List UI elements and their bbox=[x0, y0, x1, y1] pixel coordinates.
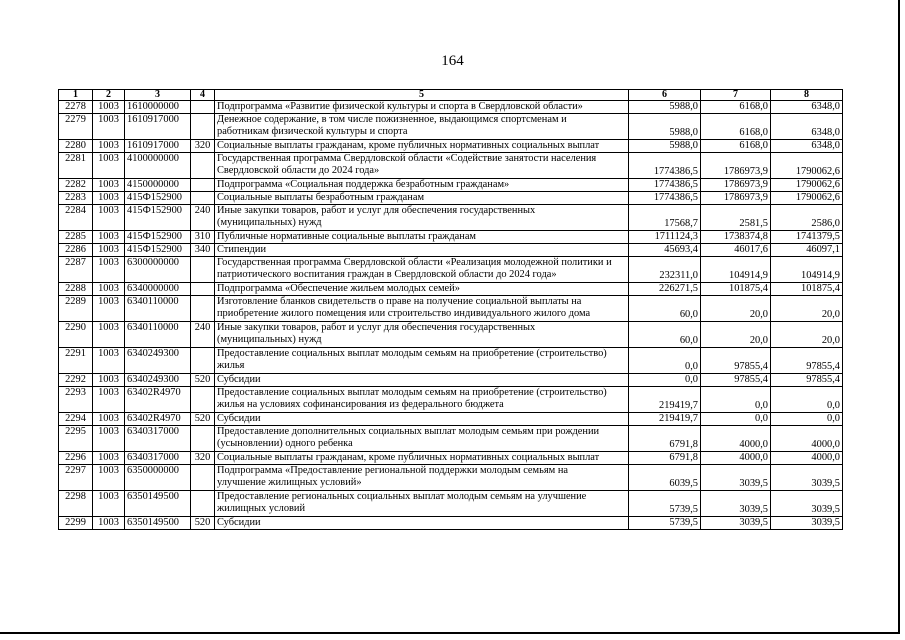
section-code-cell: 1003 bbox=[93, 205, 125, 231]
section-code-cell: 1003 bbox=[93, 179, 125, 192]
table-row bbox=[59, 452, 843, 465]
table-row bbox=[59, 140, 843, 153]
amount-year1-cell: 5988,0 bbox=[629, 140, 701, 153]
target-article-cell: 6340249300 bbox=[125, 374, 191, 387]
amount-year3-cell: 3039,5 bbox=[771, 465, 843, 491]
row-number-cell: 2293 bbox=[59, 387, 93, 413]
column-header: 8 bbox=[771, 90, 843, 101]
amount-year2-cell: 1738374,8 bbox=[701, 231, 771, 244]
item-name-line: Предоставление социальных выплат молодым семьям на приобретение (строительство) bbox=[217, 387, 607, 398]
table-row bbox=[59, 153, 843, 179]
section-code-cell: 1003 bbox=[93, 140, 125, 153]
target-article-cell: 1610917000 bbox=[125, 114, 191, 140]
expense-type-cell bbox=[191, 114, 215, 140]
row-number-cell: 2291 bbox=[59, 348, 93, 374]
row-number-cell: 2297 bbox=[59, 465, 93, 491]
amount-year2-cell: 20,0 bbox=[701, 322, 771, 348]
table-row bbox=[59, 322, 843, 348]
item-name-line: Подпрограмма «Предоставление региональной поддержки молодым семьям на bbox=[217, 465, 568, 476]
table-row bbox=[59, 114, 843, 140]
item-name-line: (муниципальных) нужд bbox=[217, 334, 322, 345]
expense-type-cell: 320 bbox=[191, 140, 215, 153]
item-name-line: Подпрограмма «Развитие физической культуры и спорта в Свердловской области» bbox=[217, 101, 583, 112]
item-name-line: Свердловской области до 2024 года» bbox=[217, 165, 380, 176]
target-article-cell: 1610917000 bbox=[125, 140, 191, 153]
target-article-cell: 6350149500 bbox=[125, 491, 191, 517]
table-row bbox=[59, 283, 843, 296]
expense-type-cell: 520 bbox=[191, 374, 215, 387]
expense-type-cell: 310 bbox=[191, 231, 215, 244]
section-code-cell: 1003 bbox=[93, 517, 125, 530]
item-name-cell bbox=[215, 205, 629, 231]
table-row bbox=[59, 205, 843, 231]
item-name-line: жилья на условиях софинансирования из федерального бюджета bbox=[217, 399, 504, 410]
item-name-line: Социальные выплаты гражданам, кроме публичных нормативных социальных выплат bbox=[217, 452, 600, 463]
target-article-cell: 415Ф152900 bbox=[125, 205, 191, 231]
amount-year3-cell: 6348,0 bbox=[771, 101, 843, 114]
amount-year1-cell: 0,0 bbox=[629, 348, 701, 374]
section-code-cell: 1003 bbox=[93, 413, 125, 426]
item-name-cell bbox=[215, 491, 629, 517]
target-article-cell: 6340110000 bbox=[125, 322, 191, 348]
amount-year1-cell: 60,0 bbox=[629, 322, 701, 348]
item-name-cell bbox=[215, 374, 629, 387]
table-row bbox=[59, 387, 843, 413]
item-name-line: Подпрограмма «Социальная поддержка безработным гражданам» bbox=[217, 179, 510, 190]
item-name-cell bbox=[215, 244, 629, 257]
row-number-cell: 2280 bbox=[59, 140, 93, 153]
page-number: 164 bbox=[441, 53, 464, 69]
target-article-cell: 4150000000 bbox=[125, 179, 191, 192]
amount-year1-cell: 219419,7 bbox=[629, 387, 701, 413]
amount-year3-cell: 6348,0 bbox=[771, 114, 843, 140]
amount-year3-cell: 46097,1 bbox=[771, 244, 843, 257]
target-article-cell: 6350149500 bbox=[125, 517, 191, 530]
amount-year2-cell: 3039,5 bbox=[701, 491, 771, 517]
item-name-line: (муниципальных) нужд bbox=[217, 217, 322, 228]
amount-year2-cell: 4000,0 bbox=[701, 452, 771, 465]
item-name-line: (усыновлении) одного ребенка bbox=[217, 438, 353, 449]
amount-year1-cell: 232311,0 bbox=[629, 257, 701, 283]
column-header: 2 bbox=[93, 90, 125, 101]
item-name-cell bbox=[215, 452, 629, 465]
row-number-cell: 2288 bbox=[59, 283, 93, 296]
amount-year2-cell: 1786973,9 bbox=[701, 153, 771, 179]
expense-type-cell: 240 bbox=[191, 205, 215, 231]
item-name-cell bbox=[215, 114, 629, 140]
item-name-cell bbox=[215, 465, 629, 491]
target-article-cell: 63402R4970 bbox=[125, 413, 191, 426]
section-code-cell: 1003 bbox=[93, 283, 125, 296]
amount-year1-cell: 60,0 bbox=[629, 296, 701, 322]
amount-year2-cell: 97855,4 bbox=[701, 374, 771, 387]
amount-year3-cell: 1790062,6 bbox=[771, 153, 843, 179]
item-name-line: улучшение жилищных условий» bbox=[217, 477, 362, 488]
target-article-cell: 6340110000 bbox=[125, 296, 191, 322]
table-header-row bbox=[59, 90, 843, 101]
section-code-cell: 1003 bbox=[93, 101, 125, 114]
amount-year3-cell: 20,0 bbox=[771, 296, 843, 322]
item-name-cell bbox=[215, 179, 629, 192]
row-number-cell: 2278 bbox=[59, 101, 93, 114]
page-border-right bbox=[898, 0, 900, 634]
table-row bbox=[59, 231, 843, 244]
table-row bbox=[59, 296, 843, 322]
item-name-cell bbox=[215, 387, 629, 413]
target-article-cell: 6350000000 bbox=[125, 465, 191, 491]
amount-year1-cell: 226271,5 bbox=[629, 283, 701, 296]
target-article-cell: 6340249300 bbox=[125, 348, 191, 374]
section-code-cell: 1003 bbox=[93, 244, 125, 257]
amount-year1-cell: 17568,7 bbox=[629, 205, 701, 231]
amount-year3-cell: 1790062,6 bbox=[771, 192, 843, 205]
section-code-cell: 1003 bbox=[93, 192, 125, 205]
amount-year2-cell: 46017,6 bbox=[701, 244, 771, 257]
amount-year1-cell: 5739,5 bbox=[629, 491, 701, 517]
table-row bbox=[59, 101, 843, 114]
row-number-cell: 2294 bbox=[59, 413, 93, 426]
amount-year2-cell: 0,0 bbox=[701, 387, 771, 413]
item-name-cell bbox=[215, 140, 629, 153]
section-code-cell: 1003 bbox=[93, 231, 125, 244]
row-number-cell: 2285 bbox=[59, 231, 93, 244]
item-name-line: жилищных условий bbox=[217, 503, 306, 514]
amount-year2-cell: 101875,4 bbox=[701, 283, 771, 296]
amount-year2-cell: 97855,4 bbox=[701, 348, 771, 374]
column-header: 6 bbox=[629, 90, 701, 101]
amount-year2-cell: 3039,5 bbox=[701, 517, 771, 530]
row-number-cell: 2286 bbox=[59, 244, 93, 257]
item-name-cell bbox=[215, 517, 629, 530]
section-code-cell: 1003 bbox=[93, 387, 125, 413]
target-article-cell: 6340317000 bbox=[125, 426, 191, 452]
row-number-cell: 2296 bbox=[59, 452, 93, 465]
table-body bbox=[59, 101, 843, 530]
target-article-cell: 6300000000 bbox=[125, 257, 191, 283]
row-number-cell: 2284 bbox=[59, 205, 93, 231]
amount-year3-cell: 3039,5 bbox=[771, 517, 843, 530]
amount-year2-cell: 0,0 bbox=[701, 413, 771, 426]
section-code-cell: 1003 bbox=[93, 465, 125, 491]
amount-year1-cell: 5988,0 bbox=[629, 101, 701, 114]
amount-year2-cell: 6168,0 bbox=[701, 101, 771, 114]
table-row bbox=[59, 517, 843, 530]
item-name-line: Предоставление социальных выплат молодым семьям на приобретение (строительство) bbox=[217, 348, 607, 359]
item-name-line: патриотического воспитания граждан в Свердловской области до 2024 года» bbox=[217, 269, 557, 280]
item-name-line: Государственная программа Свердловской области «Реализация молодежной политики и bbox=[217, 257, 612, 268]
row-number-cell: 2279 bbox=[59, 114, 93, 140]
amount-year3-cell: 0,0 bbox=[771, 387, 843, 413]
expense-type-cell: 520 bbox=[191, 413, 215, 426]
amount-year1-cell: 1774386,5 bbox=[629, 179, 701, 192]
section-code-cell: 1003 bbox=[93, 374, 125, 387]
item-name-line: Государственная программа Свердловской области «Содействие занятости населения bbox=[217, 153, 597, 164]
target-article-cell: 6340000000 bbox=[125, 283, 191, 296]
item-name-cell bbox=[215, 192, 629, 205]
target-article-cell: 415Ф152900 bbox=[125, 244, 191, 257]
expense-type-cell bbox=[191, 296, 215, 322]
amount-year3-cell: 0,0 bbox=[771, 413, 843, 426]
expense-type-cell bbox=[191, 101, 215, 114]
amount-year1-cell: 1774386,5 bbox=[629, 192, 701, 205]
item-name-line: Субсидии bbox=[217, 374, 261, 385]
target-article-cell: 63402R4970 bbox=[125, 387, 191, 413]
target-article-cell: 1610000000 bbox=[125, 101, 191, 114]
amount-year2-cell: 1786973,9 bbox=[701, 179, 771, 192]
item-name-line: работникам физической культуры и спорта bbox=[217, 126, 408, 137]
column-header: 3 bbox=[125, 90, 191, 101]
amount-year3-cell: 4000,0 bbox=[771, 452, 843, 465]
amount-year2-cell: 104914,9 bbox=[701, 257, 771, 283]
amount-year3-cell: 104914,9 bbox=[771, 257, 843, 283]
table-row bbox=[59, 179, 843, 192]
item-name-line: приобретение жилого помещения или строительство индивидуального жилого дома bbox=[217, 308, 591, 319]
expense-type-cell bbox=[191, 192, 215, 205]
table-row bbox=[59, 192, 843, 205]
column-header: 7 bbox=[701, 90, 771, 101]
expense-type-cell: 320 bbox=[191, 452, 215, 465]
expense-type-cell bbox=[191, 348, 215, 374]
table-row bbox=[59, 348, 843, 374]
amount-year1-cell: 0,0 bbox=[629, 374, 701, 387]
target-article-cell: 6340317000 bbox=[125, 452, 191, 465]
expense-type-cell: 240 bbox=[191, 322, 215, 348]
amount-year3-cell: 4000,0 bbox=[771, 426, 843, 452]
item-name-cell bbox=[215, 101, 629, 114]
table-row bbox=[59, 491, 843, 517]
item-name-cell bbox=[215, 348, 629, 374]
row-number-cell: 2281 bbox=[59, 153, 93, 179]
amount-year3-cell: 97855,4 bbox=[771, 374, 843, 387]
table-row bbox=[59, 374, 843, 387]
row-number-cell: 2290 bbox=[59, 322, 93, 348]
amount-year2-cell: 2581,5 bbox=[701, 205, 771, 231]
item-name-line: Субсидии bbox=[217, 517, 261, 528]
item-name-line: Социальные выплаты безработным гражданам bbox=[217, 192, 425, 203]
page-border-bottom bbox=[0, 632, 900, 634]
column-header: 1 bbox=[59, 90, 93, 101]
item-name-cell bbox=[215, 257, 629, 283]
table-row bbox=[59, 426, 843, 452]
row-number-cell: 2298 bbox=[59, 491, 93, 517]
target-article-cell: 4100000000 bbox=[125, 153, 191, 179]
row-number-cell: 2292 bbox=[59, 374, 93, 387]
expense-type-cell bbox=[191, 179, 215, 192]
amount-year1-cell: 1711124,3 bbox=[629, 231, 701, 244]
section-code-cell: 1003 bbox=[93, 322, 125, 348]
expense-type-cell bbox=[191, 491, 215, 517]
amount-year1-cell: 6039,5 bbox=[629, 465, 701, 491]
section-code-cell: 1003 bbox=[93, 257, 125, 283]
row-number-cell: 2299 bbox=[59, 517, 93, 530]
item-name-cell bbox=[215, 413, 629, 426]
item-name-line: Стипендии bbox=[217, 244, 267, 255]
table-row bbox=[59, 465, 843, 491]
expense-type-cell: 520 bbox=[191, 517, 215, 530]
section-code-cell: 1003 bbox=[93, 426, 125, 452]
amount-year3-cell: 6348,0 bbox=[771, 140, 843, 153]
section-code-cell: 1003 bbox=[93, 348, 125, 374]
amount-year3-cell: 20,0 bbox=[771, 322, 843, 348]
amount-year3-cell: 101875,4 bbox=[771, 283, 843, 296]
budget-table bbox=[58, 89, 843, 530]
row-number-cell: 2295 bbox=[59, 426, 93, 452]
section-code-cell: 1003 bbox=[93, 491, 125, 517]
item-name-line: Предоставление дополнительных социальных выплат молодым семьям при рождении bbox=[217, 426, 600, 437]
expense-type-cell bbox=[191, 465, 215, 491]
expense-type-cell bbox=[191, 257, 215, 283]
amount-year1-cell: 1774386,5 bbox=[629, 153, 701, 179]
amount-year1-cell: 219419,7 bbox=[629, 413, 701, 426]
amount-year2-cell: 1786973,9 bbox=[701, 192, 771, 205]
amount-year1-cell: 6791,8 bbox=[629, 452, 701, 465]
table-row bbox=[59, 257, 843, 283]
section-code-cell: 1003 bbox=[93, 452, 125, 465]
amount-year2-cell: 4000,0 bbox=[701, 426, 771, 452]
item-name-line: Субсидии bbox=[217, 413, 261, 424]
item-name-line: Социальные выплаты гражданам, кроме публичных нормативных социальных выплат bbox=[217, 140, 600, 151]
item-name-cell bbox=[215, 426, 629, 452]
item-name-cell bbox=[215, 322, 629, 348]
expense-type-cell: 340 bbox=[191, 244, 215, 257]
amount-year2-cell: 6168,0 bbox=[701, 140, 771, 153]
item-name-cell bbox=[215, 153, 629, 179]
row-number-cell: 2282 bbox=[59, 179, 93, 192]
item-name-line: Публичные нормативные социальные выплаты гражданам bbox=[217, 231, 477, 242]
item-name-line: Изготовление бланков свидетельств о праве на получение социальной выплаты на bbox=[217, 296, 582, 307]
amount-year3-cell: 1741379,5 bbox=[771, 231, 843, 244]
expense-type-cell bbox=[191, 387, 215, 413]
column-header: 5 bbox=[215, 90, 629, 101]
amount-year3-cell: 1790062,6 bbox=[771, 179, 843, 192]
amount-year3-cell: 3039,5 bbox=[771, 491, 843, 517]
row-number-cell: 2283 bbox=[59, 192, 93, 205]
item-name-line: жилья bbox=[217, 360, 245, 371]
expense-type-cell bbox=[191, 153, 215, 179]
item-name-cell bbox=[215, 296, 629, 322]
amount-year2-cell: 6168,0 bbox=[701, 114, 771, 140]
item-name-line: Иные закупки товаров, работ и услуг для обеспечения государственных bbox=[217, 205, 536, 216]
table-row bbox=[59, 413, 843, 426]
amount-year3-cell: 97855,4 bbox=[771, 348, 843, 374]
item-name-cell bbox=[215, 231, 629, 244]
expense-type-cell bbox=[191, 283, 215, 296]
item-name-line: Денежное содержание, в том числе пожизненное, выдающимся спортсменам и bbox=[217, 114, 567, 125]
section-code-cell: 1003 bbox=[93, 296, 125, 322]
target-article-cell: 415Ф152900 bbox=[125, 231, 191, 244]
amount-year1-cell: 5739,5 bbox=[629, 517, 701, 530]
amount-year1-cell: 45693,4 bbox=[629, 244, 701, 257]
amount-year1-cell: 6791,8 bbox=[629, 426, 701, 452]
row-number-cell: 2289 bbox=[59, 296, 93, 322]
amount-year1-cell: 5988,0 bbox=[629, 114, 701, 140]
row-number-cell: 2287 bbox=[59, 257, 93, 283]
item-name-line: Иные закупки товаров, работ и услуг для обеспечения государственных bbox=[217, 322, 536, 333]
column-header: 4 bbox=[191, 90, 215, 101]
section-code-cell: 1003 bbox=[93, 114, 125, 140]
item-name-cell bbox=[215, 283, 629, 296]
item-name-line: Предоставление региональных социальных выплат молодым семьям на улучшение bbox=[217, 491, 587, 502]
target-article-cell: 415Ф152900 bbox=[125, 192, 191, 205]
amount-year2-cell: 3039,5 bbox=[701, 465, 771, 491]
amount-year3-cell: 2586,0 bbox=[771, 205, 843, 231]
amount-year2-cell: 20,0 bbox=[701, 296, 771, 322]
expense-type-cell bbox=[191, 426, 215, 452]
table-row bbox=[59, 244, 843, 257]
item-name-line: Подпрограмма «Обеспечение жильем молодых семей» bbox=[217, 283, 460, 294]
section-code-cell: 1003 bbox=[93, 153, 125, 179]
